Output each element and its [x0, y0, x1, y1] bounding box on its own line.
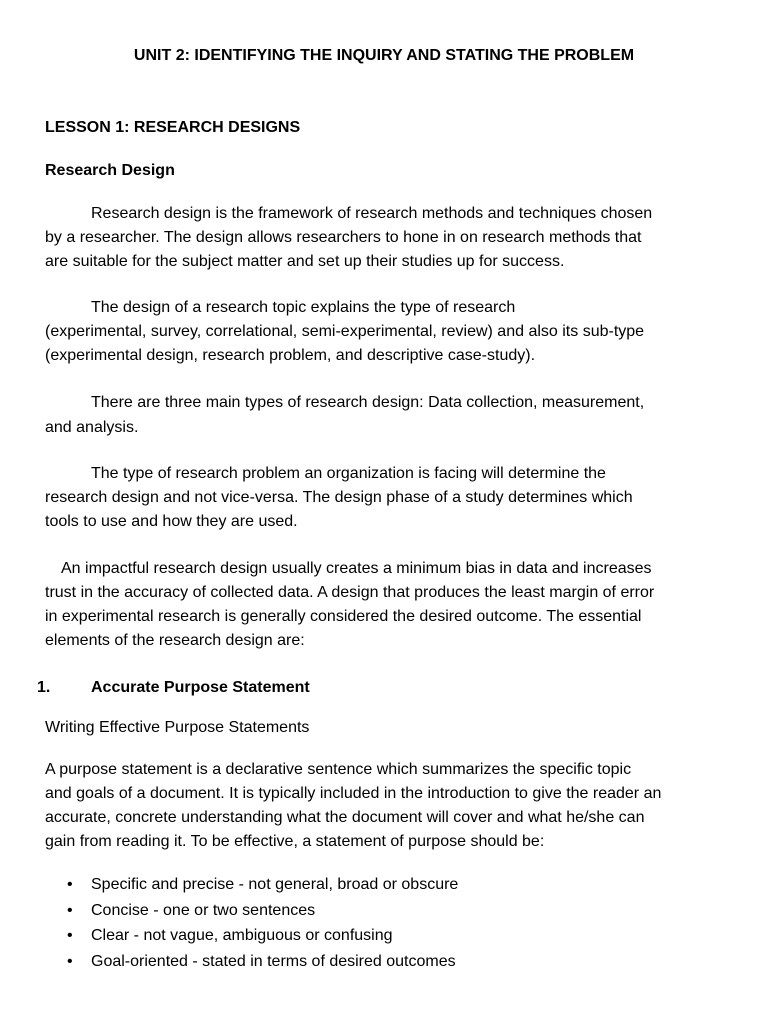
paragraph-line: in experimental research is generally considered the desired outcome. The essential — [45, 608, 642, 625]
unit-title: UNIT 2: IDENTIFYING THE INQUIRY AND STATING THE PROBLEM — [133, 47, 635, 64]
subheading: Writing Effective Purpose Statements — [45, 719, 310, 736]
paragraph-line: research design and not vice-versa. The design phase of a study determines which — [45, 489, 633, 506]
paragraph-line: are suitable for the subject matter and set up their studies up for success. — [45, 253, 565, 270]
paragraph-line: trust in the accuracy of collected data. A design that produces the least margin of error — [45, 584, 655, 601]
bullet-icon: • — [67, 927, 73, 944]
paragraph-line: The type of research problem an organization is facing will determine the — [91, 465, 606, 482]
paragraph-line: elements of the research design are: — [45, 632, 305, 649]
paragraph-line: and analysis. — [45, 419, 139, 436]
paragraph-line: Research design is the framework of research methods and techniques chosen — [91, 205, 653, 222]
paragraph-line: accurate, concrete understanding what the document will cover and what he/she can — [45, 809, 645, 826]
paragraph-line: by a researcher. The design allows researchers to hone in on research methods that — [45, 229, 642, 246]
paragraph-line: There are three main types of research design: Data collection, measurement, — [91, 394, 645, 411]
bullet-icon: • — [67, 953, 73, 970]
lesson-title: LESSON 1: RESEARCH DESIGNS — [45, 119, 301, 136]
list-item-text: Clear - not vague, ambiguous or confusing — [91, 927, 393, 944]
section-heading: Research Design — [45, 162, 175, 179]
paragraph-line: and goals of a document. It is typically included in the introduction to give the reader an — [45, 785, 662, 802]
item-label: Accurate Purpose Statement — [91, 679, 310, 696]
paragraph-line: (experimental, survey, correlational, semi-experimental, review) and also its sub-type — [45, 323, 645, 340]
paragraph-line: tools to use and how they are used. — [45, 513, 298, 530]
paragraph-line: (experimental design, research problem, and descriptive case-study). — [45, 347, 536, 364]
bullet-icon: • — [67, 876, 73, 893]
item-number: 1. — [37, 679, 51, 696]
list-item-text: Specific and precise - not general, broad or obscure — [91, 876, 459, 893]
paragraph-line: The design of a research topic explains the type of research — [91, 299, 516, 316]
list-item-text: Concise - one or two sentences — [91, 902, 316, 919]
paragraph-line: An impactful research design usually creates a minimum bias in data and increases — [61, 560, 652, 577]
bullet-icon: • — [67, 902, 73, 919]
list-item-text: Goal-oriented - stated in terms of desired outcomes — [91, 953, 456, 970]
paragraph-line: gain from reading it. To be effective, a statement of purpose should be: — [45, 833, 545, 850]
paragraph-line: A purpose statement is a declarative sentence which summarizes the specific topic — [45, 761, 632, 778]
